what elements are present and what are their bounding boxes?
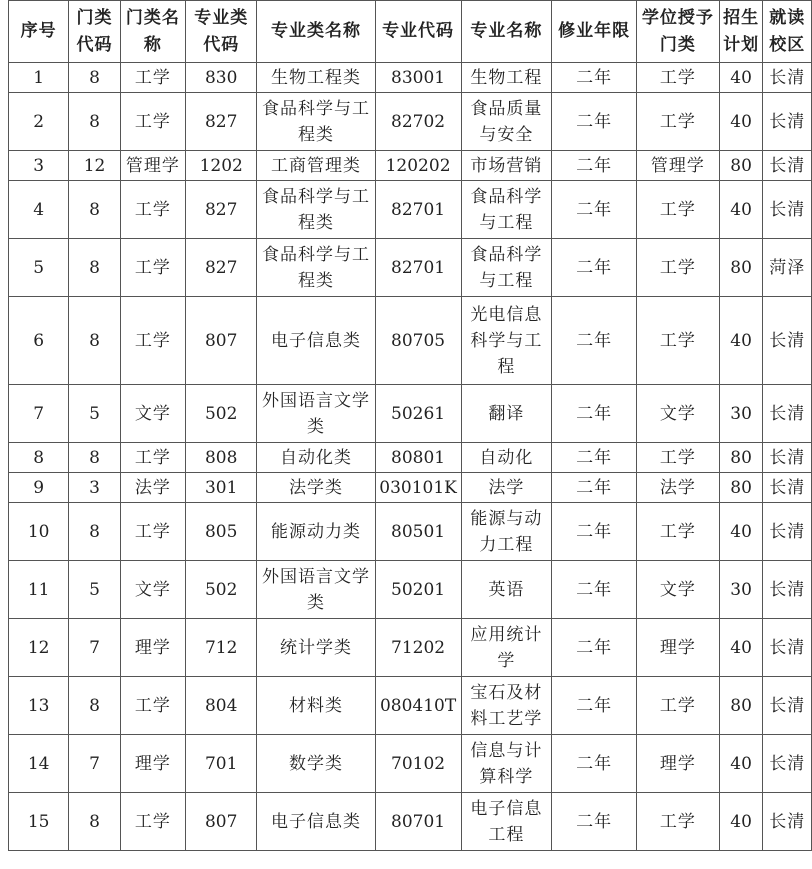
cell-campus: 长清 bbox=[763, 735, 812, 793]
cell-degree-category: 管理学 bbox=[636, 151, 719, 181]
table-row bbox=[9, 239, 812, 297]
cell-category-name: 工学 bbox=[120, 239, 185, 297]
cell-major-code: 80801 bbox=[375, 443, 461, 473]
cell-index: 10 bbox=[9, 503, 69, 561]
cell-major-class-name: 电子信息类 bbox=[257, 297, 375, 385]
table-row bbox=[9, 793, 812, 851]
cell-campus: 长清 bbox=[763, 473, 812, 503]
cell-major-class-name: 材料类 bbox=[257, 677, 375, 735]
cell-major-class-code: 808 bbox=[185, 443, 257, 473]
cell-study-years: 二年 bbox=[552, 385, 637, 443]
cell-campus: 长清 bbox=[763, 181, 812, 239]
enrollment-table bbox=[8, 0, 812, 851]
cell-major-name: 翻译 bbox=[461, 385, 552, 443]
cell-index: 2 bbox=[9, 93, 69, 151]
cell-major-name: 电子信息工程 bbox=[461, 793, 552, 851]
table-row bbox=[9, 181, 812, 239]
cell-major-name: 食品科学与工程 bbox=[461, 239, 552, 297]
cell-campus: 长清 bbox=[763, 619, 812, 677]
header-study-years: 修业年限 bbox=[552, 1, 637, 63]
cell-study-years: 二年 bbox=[552, 735, 637, 793]
cell-study-years: 二年 bbox=[552, 63, 637, 93]
table-row bbox=[9, 619, 812, 677]
cell-category-code: 8 bbox=[69, 443, 120, 473]
cell-major-class-code: 827 bbox=[185, 181, 257, 239]
cell-category-name: 文学 bbox=[120, 561, 185, 619]
cell-category-code: 8 bbox=[69, 181, 120, 239]
cell-study-years: 二年 bbox=[552, 503, 637, 561]
cell-index: 1 bbox=[9, 63, 69, 93]
cell-major-code: 50261 bbox=[375, 385, 461, 443]
table-row bbox=[9, 503, 812, 561]
cell-enrollment-plan: 40 bbox=[719, 735, 763, 793]
cell-major-class-code: 301 bbox=[185, 473, 257, 503]
cell-category-code: 8 bbox=[69, 63, 120, 93]
table-row bbox=[9, 473, 812, 503]
cell-campus: 长清 bbox=[763, 793, 812, 851]
cell-major-name: 能源与动力工程 bbox=[461, 503, 552, 561]
cell-enrollment-plan: 40 bbox=[719, 503, 763, 561]
cell-major-class-code: 827 bbox=[185, 239, 257, 297]
cell-study-years: 二年 bbox=[552, 93, 637, 151]
cell-campus: 菏泽 bbox=[763, 239, 812, 297]
table-row bbox=[9, 735, 812, 793]
cell-index: 11 bbox=[9, 561, 69, 619]
cell-category-name: 工学 bbox=[120, 677, 185, 735]
cell-major-class-code: 712 bbox=[185, 619, 257, 677]
cell-category-code: 5 bbox=[69, 561, 120, 619]
cell-major-class-name: 食品科学与工程类 bbox=[257, 239, 375, 297]
cell-major-name: 市场营销 bbox=[461, 151, 552, 181]
cell-major-class-code: 827 bbox=[185, 93, 257, 151]
cell-major-class-name: 法学类 bbox=[257, 473, 375, 503]
header-index: 序号 bbox=[9, 1, 69, 63]
cell-study-years: 二年 bbox=[552, 561, 637, 619]
cell-category-code: 7 bbox=[69, 619, 120, 677]
cell-major-code: 80701 bbox=[375, 793, 461, 851]
cell-category-code: 3 bbox=[69, 473, 120, 503]
cell-major-class-name: 食品科学与工程类 bbox=[257, 93, 375, 151]
cell-major-code: 50201 bbox=[375, 561, 461, 619]
cell-major-class-name: 食品科学与工程类 bbox=[257, 181, 375, 239]
cell-major-class-code: 502 bbox=[185, 385, 257, 443]
cell-category-code: 8 bbox=[69, 677, 120, 735]
cell-category-name: 管理学 bbox=[120, 151, 185, 181]
cell-study-years: 二年 bbox=[552, 619, 637, 677]
cell-major-class-code: 807 bbox=[185, 793, 257, 851]
cell-major-class-name: 电子信息类 bbox=[257, 793, 375, 851]
cell-study-years: 二年 bbox=[552, 473, 637, 503]
cell-enrollment-plan: 30 bbox=[719, 385, 763, 443]
header-category-code: 门类代码 bbox=[69, 1, 120, 63]
header-major-class-name: 专业类名称 bbox=[257, 1, 375, 63]
cell-enrollment-plan: 40 bbox=[719, 63, 763, 93]
cell-study-years: 二年 bbox=[552, 151, 637, 181]
cell-campus: 长清 bbox=[763, 677, 812, 735]
cell-major-name: 英语 bbox=[461, 561, 552, 619]
cell-index: 5 bbox=[9, 239, 69, 297]
cell-category-name: 理学 bbox=[120, 619, 185, 677]
table-row bbox=[9, 151, 812, 181]
cell-index: 12 bbox=[9, 619, 69, 677]
cell-major-code: 030101K bbox=[375, 473, 461, 503]
cell-major-class-name: 工商管理类 bbox=[257, 151, 375, 181]
cell-major-code: 82701 bbox=[375, 239, 461, 297]
cell-index: 3 bbox=[9, 151, 69, 181]
cell-category-code: 7 bbox=[69, 735, 120, 793]
cell-major-name: 光电信息科学与工程 bbox=[461, 297, 552, 385]
cell-enrollment-plan: 80 bbox=[719, 677, 763, 735]
cell-campus: 长清 bbox=[763, 93, 812, 151]
cell-enrollment-plan: 80 bbox=[719, 151, 763, 181]
cell-category-code: 12 bbox=[69, 151, 120, 181]
header-campus: 就读校区 bbox=[763, 1, 812, 63]
header-major-name: 专业名称 bbox=[461, 1, 552, 63]
cell-major-class-name: 外国语言文学类 bbox=[257, 561, 375, 619]
cell-major-name: 自动化 bbox=[461, 443, 552, 473]
cell-enrollment-plan: 40 bbox=[719, 297, 763, 385]
cell-study-years: 二年 bbox=[552, 239, 637, 297]
cell-degree-category: 工学 bbox=[636, 63, 719, 93]
cell-degree-category: 工学 bbox=[636, 443, 719, 473]
cell-degree-category: 工学 bbox=[636, 793, 719, 851]
table-row bbox=[9, 63, 812, 93]
cell-campus: 长清 bbox=[763, 443, 812, 473]
cell-major-code: 80705 bbox=[375, 297, 461, 385]
cell-major-name: 法学 bbox=[461, 473, 552, 503]
cell-study-years: 二年 bbox=[552, 793, 637, 851]
cell-major-class-code: 1202 bbox=[185, 151, 257, 181]
cell-major-class-code: 807 bbox=[185, 297, 257, 385]
cell-enrollment-plan: 30 bbox=[719, 561, 763, 619]
cell-major-name: 生物工程 bbox=[461, 63, 552, 93]
cell-campus: 长清 bbox=[763, 151, 812, 181]
cell-degree-category: 工学 bbox=[636, 503, 719, 561]
header-category-name: 门类名称 bbox=[120, 1, 185, 63]
cell-index: 14 bbox=[9, 735, 69, 793]
table-row bbox=[9, 385, 812, 443]
cell-campus: 长清 bbox=[763, 561, 812, 619]
cell-category-code: 8 bbox=[69, 503, 120, 561]
cell-index: 4 bbox=[9, 181, 69, 239]
cell-category-code: 8 bbox=[69, 239, 120, 297]
cell-category-name: 工学 bbox=[120, 93, 185, 151]
cell-degree-category: 工学 bbox=[636, 93, 719, 151]
cell-category-code: 8 bbox=[69, 793, 120, 851]
cell-category-name: 工学 bbox=[120, 503, 185, 561]
cell-enrollment-plan: 40 bbox=[719, 93, 763, 151]
cell-major-class-name: 统计学类 bbox=[257, 619, 375, 677]
cell-category-name: 工学 bbox=[120, 793, 185, 851]
header-enrollment-plan: 招生计划 bbox=[719, 1, 763, 63]
cell-enrollment-plan: 40 bbox=[719, 793, 763, 851]
cell-degree-category: 文学 bbox=[636, 561, 719, 619]
cell-degree-category: 工学 bbox=[636, 677, 719, 735]
cell-enrollment-plan: 40 bbox=[719, 181, 763, 239]
cell-major-code: 82701 bbox=[375, 181, 461, 239]
table-row bbox=[9, 297, 812, 385]
cell-major-code: 120202 bbox=[375, 151, 461, 181]
cell-major-code: 71202 bbox=[375, 619, 461, 677]
cell-major-name: 信息与计算科学 bbox=[461, 735, 552, 793]
table-row bbox=[9, 561, 812, 619]
cell-major-class-name: 能源动力类 bbox=[257, 503, 375, 561]
cell-campus: 长清 bbox=[763, 297, 812, 385]
cell-degree-category: 文学 bbox=[636, 385, 719, 443]
header-degree-category: 学位授予门类 bbox=[636, 1, 719, 63]
cell-major-name: 宝石及材料工艺学 bbox=[461, 677, 552, 735]
cell-study-years: 二年 bbox=[552, 443, 637, 473]
table-row bbox=[9, 677, 812, 735]
cell-category-name: 理学 bbox=[120, 735, 185, 793]
cell-major-code: 70102 bbox=[375, 735, 461, 793]
cell-study-years: 二年 bbox=[552, 181, 637, 239]
cell-index: 6 bbox=[9, 297, 69, 385]
cell-degree-category: 理学 bbox=[636, 619, 719, 677]
cell-major-name: 应用统计学 bbox=[461, 619, 552, 677]
cell-major-class-code: 701 bbox=[185, 735, 257, 793]
cell-major-class-name: 生物工程类 bbox=[257, 63, 375, 93]
cell-major-code: 83001 bbox=[375, 63, 461, 93]
cell-major-name: 食品科学与工程 bbox=[461, 181, 552, 239]
cell-index: 9 bbox=[9, 473, 69, 503]
cell-major-class-name: 自动化类 bbox=[257, 443, 375, 473]
header-major-code: 专业代码 bbox=[375, 1, 461, 63]
cell-major-class-code: 502 bbox=[185, 561, 257, 619]
cell-enrollment-plan: 40 bbox=[719, 619, 763, 677]
cell-enrollment-plan: 80 bbox=[719, 443, 763, 473]
cell-category-name: 工学 bbox=[120, 297, 185, 385]
cell-major-class-name: 数学类 bbox=[257, 735, 375, 793]
cell-category-code: 5 bbox=[69, 385, 120, 443]
cell-degree-category: 理学 bbox=[636, 735, 719, 793]
cell-category-name: 文学 bbox=[120, 385, 185, 443]
header-major-class-code: 专业类代码 bbox=[185, 1, 257, 63]
cell-index: 15 bbox=[9, 793, 69, 851]
cell-degree-category: 工学 bbox=[636, 181, 719, 239]
cell-major-class-code: 804 bbox=[185, 677, 257, 735]
cell-degree-category: 法学 bbox=[636, 473, 719, 503]
cell-study-years: 二年 bbox=[552, 677, 637, 735]
cell-category-code: 8 bbox=[69, 93, 120, 151]
cell-campus: 长清 bbox=[763, 63, 812, 93]
cell-category-name: 工学 bbox=[120, 443, 185, 473]
cell-index: 13 bbox=[9, 677, 69, 735]
enrollment-table-container bbox=[8, 0, 812, 851]
cell-category-code: 8 bbox=[69, 297, 120, 385]
cell-major-code: 80501 bbox=[375, 503, 461, 561]
cell-category-name: 工学 bbox=[120, 181, 185, 239]
cell-degree-category: 工学 bbox=[636, 239, 719, 297]
cell-category-name: 工学 bbox=[120, 63, 185, 93]
cell-enrollment-plan: 80 bbox=[719, 239, 763, 297]
cell-major-code: 82702 bbox=[375, 93, 461, 151]
table-row bbox=[9, 443, 812, 473]
table-row bbox=[9, 93, 812, 151]
cell-major-class-name: 外国语言文学类 bbox=[257, 385, 375, 443]
cell-category-name: 法学 bbox=[120, 473, 185, 503]
cell-major-class-code: 830 bbox=[185, 63, 257, 93]
cell-major-code: 080410T bbox=[375, 677, 461, 735]
cell-campus: 长清 bbox=[763, 503, 812, 561]
header-row bbox=[9, 1, 812, 63]
cell-degree-category: 工学 bbox=[636, 297, 719, 385]
cell-enrollment-plan: 80 bbox=[719, 473, 763, 503]
cell-major-class-code: 805 bbox=[185, 503, 257, 561]
cell-campus: 长清 bbox=[763, 385, 812, 443]
cell-index: 7 bbox=[9, 385, 69, 443]
cell-major-name: 食品质量与安全 bbox=[461, 93, 552, 151]
cell-index: 8 bbox=[9, 443, 69, 473]
cell-study-years: 二年 bbox=[552, 297, 637, 385]
